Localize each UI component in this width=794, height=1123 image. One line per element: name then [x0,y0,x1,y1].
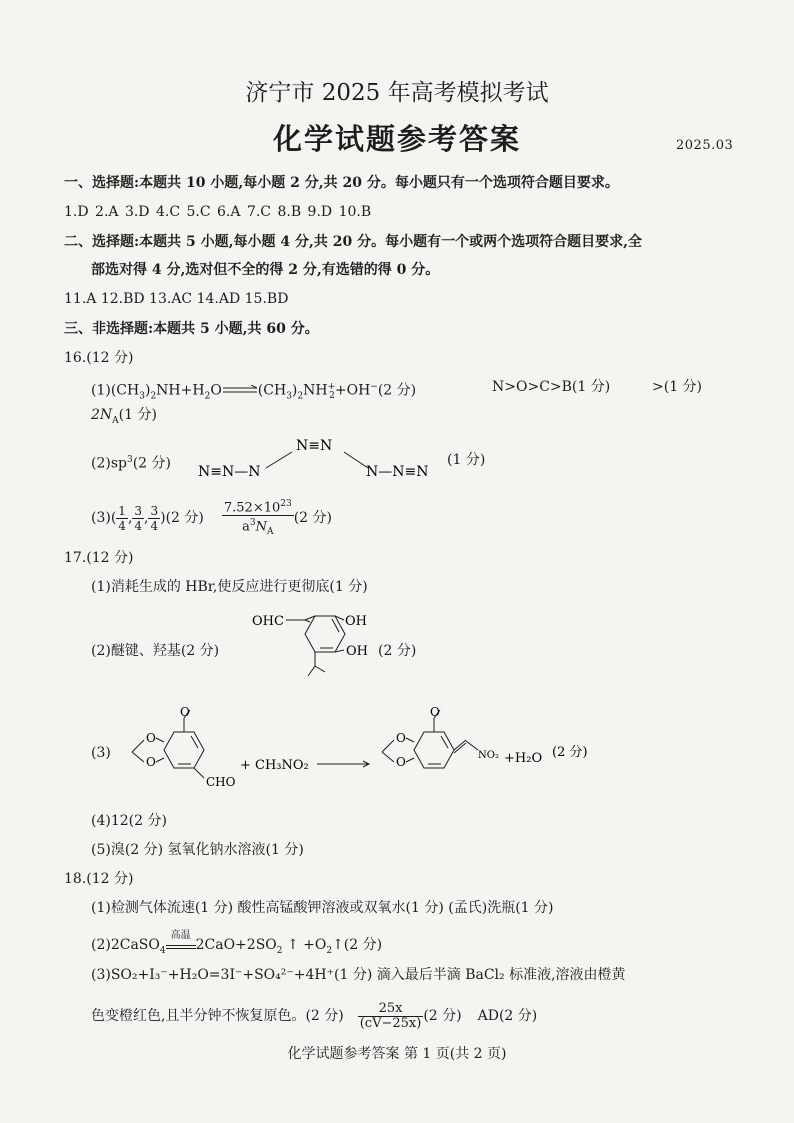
q18-p2-rest: 2CaO+2SO [195,937,277,953]
q16-p1-eq-mid: NH+H [156,382,205,399]
q16-label: 16.(12 分) [64,350,134,366]
section2-answers: 11.A 12.BD 13.AC 14.AD 15.BD [64,291,289,307]
sub3: 3 [139,391,145,402]
q16-p1-na-sub: A [112,415,119,426]
q18-p2-sub2b: 2 [326,945,333,956]
q18-frac-num: 25x [358,1002,424,1017]
density-den-n: N [255,519,267,535]
q16-p3-close: )(2 分) [160,510,204,526]
frac-den: 4 [134,518,143,533]
sup-plus: + [327,382,336,392]
q16-part3: (3)( $\frac{1}{4}$ , $\frac{3}{4}$ , $\frac{3}{4}$ )(2 分) $\frac{7.52\times 10^{23}}{a^3N_A}$ (2 分) [91,498,332,538]
product-methoxy-o: O [430,706,440,719]
document-date: 2025.03 [676,138,734,153]
q18-p3-score: (2 分) [423,1008,462,1024]
product-ring [414,732,454,768]
product-dioxole-o1: O [396,731,406,745]
frac-den: 4 [118,518,126,533]
q18-label: 18.(12 分) [64,871,134,887]
q16-p3-prefix: (3)( [91,510,117,526]
dioxole-o2: O [146,755,156,769]
q16-p1-line2-score: (1 分) [118,407,157,423]
sub3c: 3 [286,391,292,402]
density-den-sub: A [266,527,274,538]
bond-right [344,452,368,468]
q16-p3-score: (2 分) [293,510,332,526]
q16-part1: $(1)(CH_3)_2NH+H_2O$ $(CH_3)_2NH^+_2+OH^-(2$ 分) [91,382,417,402]
n8-molecule-structure [196,434,446,484]
q17-part5: (5)溴(2 分) 氢氧化钠水溶液(1 分) [91,842,304,858]
q18-p3-ad: AD(2 分) [477,1008,538,1024]
document-title: 化学试题参考答案 [272,122,521,156]
azide-mid: N≡N [296,438,333,454]
q17-label: 17.(12 分) [64,550,134,566]
exam-title: 济宁市 2025 年高考模拟考试 [245,80,549,106]
water-product: +H₂O [504,751,543,766]
q16-p1-eq-right: (CH [257,382,287,399]
page-footer: 化学试题参考答案 第 1 页(共 2 页) [287,1046,507,1062]
q17-p3-prefix: (3) [91,745,111,761]
oh-label-1: OH [345,614,367,629]
q18-p2-sub2: 2 [276,945,283,956]
q16-p1-score1: (2 分) [377,382,417,399]
q18-p2-sub4: 4 [159,945,166,956]
cho-label: CHO [206,775,236,789]
product-dioxole-o2: O [396,755,406,769]
q18-part1: (1)检测气体流速(1 分) 酸性高锰酸钾溶液或双氧水(1 分) (孟氏)洗瓶(1 分) [91,900,554,916]
density-num-text: 7.52×10 [223,500,281,516]
section2-heading-line1: 二、选择题:本题共 5 小题,每小题 4 分,共 20 分。每小题有一个或两个选项符合题目要求,全 [64,234,642,250]
fraction-3-4b [148,504,160,533]
frac-den: 4 [150,518,159,533]
q16-p1-order: N>O>C>B(1 分) [492,379,611,395]
equilibrium-arrow-icon [222,382,258,400]
reaction-condition [166,930,196,949]
ohc-label: OHC [252,614,284,629]
q16-p1-line2 [91,406,157,430]
density-num [222,497,294,516]
q18-p3-line2-text: 色变橙红色,且半分钟不恢复原色。(2 分) [91,1008,344,1024]
q17-part1: (1)消耗生成的 HBr,使反应进行更彻底(1 分) [91,579,368,595]
sup-minus: − [370,382,378,392]
equals-sign-icon [166,945,196,949]
methoxy-o: O [180,706,190,719]
q18-p2-o: ↑ +O [282,937,327,953]
q16-p2-struct-score: (1 分) [447,452,486,468]
section1-heading: 一、选择题:本题共 10 小题,每小题 2 分,共 20 分。每小题只有一个选项符合题目要求。 [64,175,619,191]
section2-heading-line2: 部选对得 4 分,选对但不全的得 2 分,有选错的得 0 分。 [91,262,440,278]
sub2d: 2 [329,391,335,402]
sub2c: 2 [297,391,304,402]
frac-num: 3 [150,503,159,518]
q17-p3-score: (2 分) [552,745,588,760]
density-den-a: a [242,519,250,535]
sub2: 2 [150,391,157,402]
q16-p2-score: (2 分) [132,455,171,472]
section1-answers: 1.D 2.A 3.D 4.C 5.C 6.A 7.C 8.B 9.D 10.B [64,204,372,220]
frac-num: 1 [118,503,126,518]
reactant-ring [164,732,204,768]
q18-p2-prefix: (2)2CaSO [91,937,160,953]
q18-p2-end: ↑(2 分) [332,937,383,953]
q18-fraction [358,1002,424,1031]
q16-p2-sup: 3 [126,455,133,465]
condensation-reaction-scheme [112,706,612,796]
density-num-sup: 23 [280,498,292,509]
q17-part4: (4)12(2 分) [91,813,167,829]
fraction-3-4a [132,504,144,533]
q17-p2-score: (2 分) [378,643,417,659]
q18-part2 [91,930,383,960]
density-fraction [222,497,294,539]
q17-part2: (2)醚键、羟基(2 分) [91,643,220,659]
q16-p1-eq-oh: +OH [334,382,371,399]
reagent-label: + CH₃NO₂ [240,758,309,773]
azide-left: N≡N—N [198,464,261,480]
q16-p1-2na: 2N [91,407,113,423]
q18-part3-line2 [91,997,537,1035]
fraction-1-4 [116,504,128,533]
oh-label-2: OH [346,644,368,659]
q16-p1-eq-o: O [210,382,222,399]
q16-p1-prefix: (1) [91,382,111,399]
density-den-sup: 3 [249,518,256,529]
q16-p1-eq-nh: NH [303,382,328,399]
q16-p1-eq-left: (CH [110,382,140,399]
q16-p1-gt: >(1 分) [652,379,703,395]
q16-part2 [91,451,171,473]
sub2b: 2 [204,391,211,402]
azide-right: N—N≡N [366,464,429,480]
bond-left [266,452,292,468]
condition-high-temp: 高温 [170,930,191,941]
frac-num: 3 [134,503,143,518]
q18-frac-den: (cV−25x) [359,1015,422,1031]
q18-part3-line1: (3)SO₂+I₃⁻+H₂O=3I⁻+SO₄²⁻+4H⁺(1 分) 滴入最后半滴 BaCl₂ 标准液,溶液由橙黄 [91,967,626,983]
q16-p2-prefix: (2)sp [91,455,127,472]
section3-heading: 三、非选择题:本题共 5 小题,共 60 分。 [64,321,319,337]
dioxole-o1: O [146,731,156,745]
no2-label: NO₂ [478,750,499,761]
density-den [222,516,294,539]
